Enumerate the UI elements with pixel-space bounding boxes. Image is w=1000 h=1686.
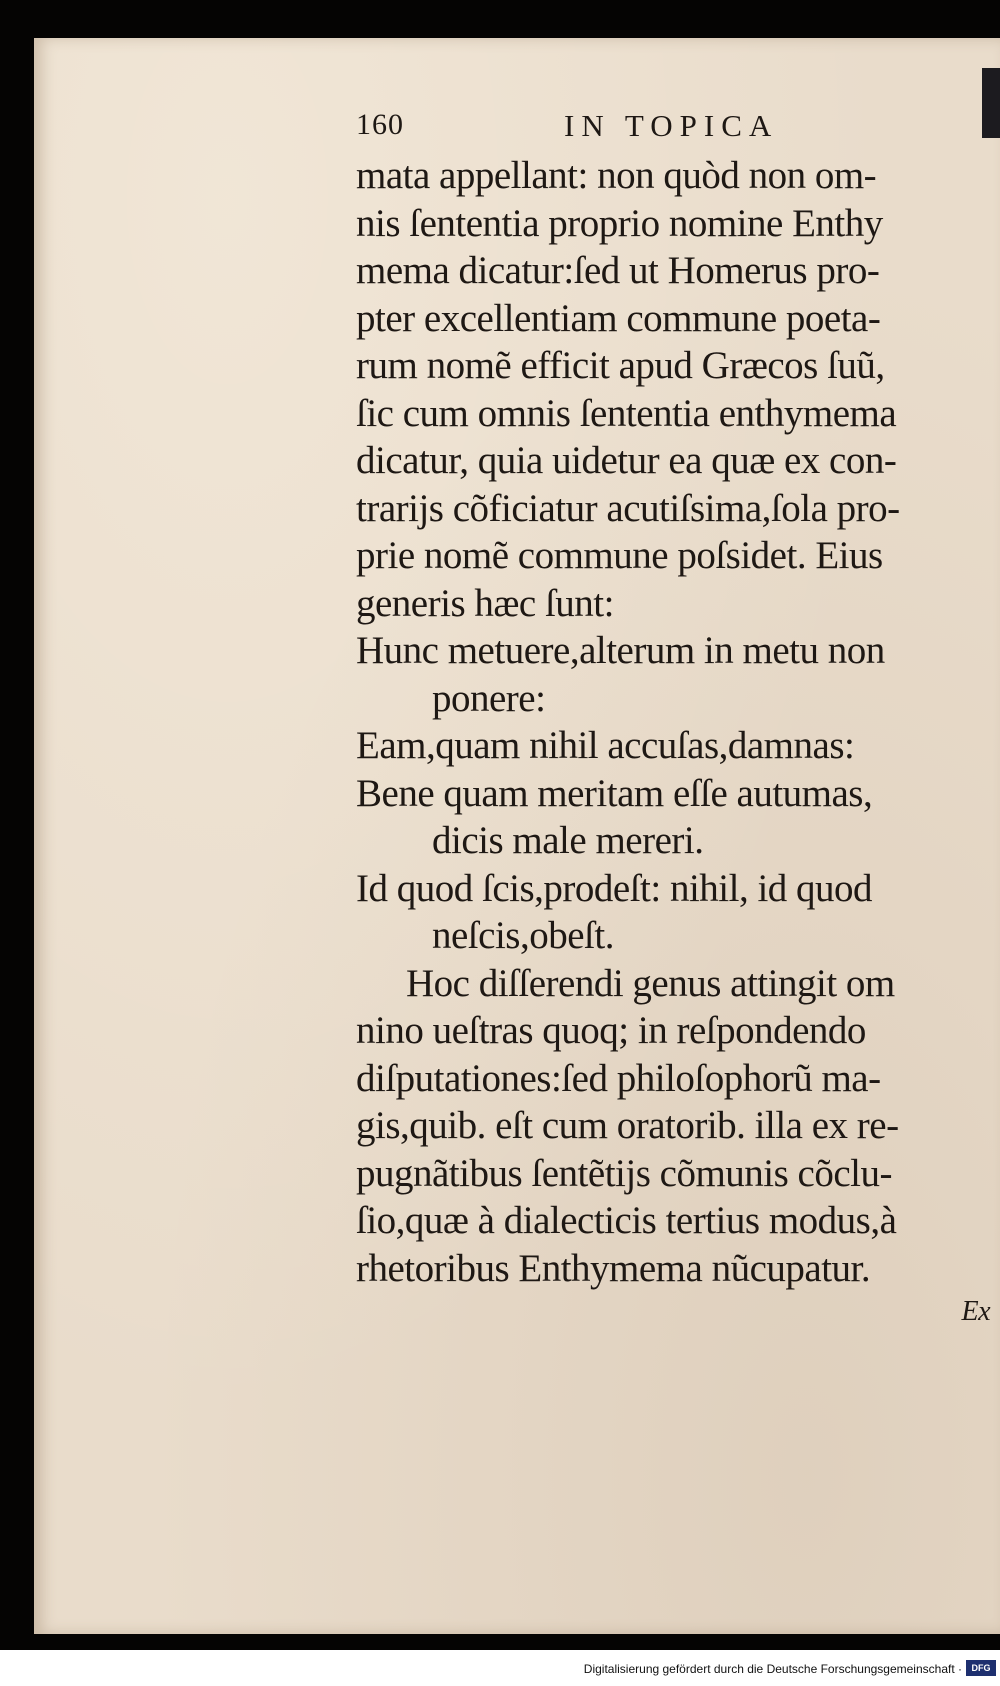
text-line: ſic cum omnis ſententia enthymema	[356, 391, 897, 435]
text-line: nis ſententia proprio nomine Enthy	[356, 201, 883, 245]
text-line: mata appellant: non quòd non om-	[356, 154, 877, 197]
verse-continuation: dicis male mereri.	[432, 819, 704, 862]
text-line: rhetoribus Enthymema nũcupatur.	[356, 1246, 871, 1290]
text-line: ſio,quæ à dialecticis tertius modus,à	[356, 1199, 897, 1242]
catchword: Ex	[961, 1296, 990, 1327]
text-block	[324, 108, 994, 1332]
text-line: nino ueſtras quoq; in reſpondendo	[356, 1009, 866, 1052]
running-title: IN TOPICA	[564, 108, 779, 143]
verse-continuation: ponere:	[432, 676, 546, 720]
page-header	[324, 108, 994, 148]
text-line: gis,quib. eſt cum oratorib. illa ex re-	[356, 1104, 899, 1147]
text-line: trarijs cõficiatur acutiſsima,ſola pro-	[356, 486, 900, 530]
text-line: dicatur, quia uidetur ea quæ ex con-	[356, 439, 897, 482]
text-line: diſputationes:ſed philoſophorũ ma-	[356, 1056, 881, 1100]
funding-credit: Digitalisierung gefördert durch die Deutsche Forschungsgemeinschaft ·	[583, 1662, 962, 1676]
verse-line: Bene quam meritam eſſe autumas,	[356, 771, 873, 815]
text-line: prie nomẽ commune poſsidet. Eius	[356, 534, 883, 577]
book-page	[34, 38, 1000, 1634]
text-line: mema dicatur:ſed ut Homerus pro-	[356, 249, 880, 292]
footer-bar	[0, 1652, 1000, 1686]
verse-line: Id quod ſcis,prodeſt: nihil, id quod	[356, 866, 873, 910]
verse-line: Eam,quam nihil accuſas,damnas:	[356, 724, 855, 767]
text-line: pugnãtibus ſentẽtijs cõmunis cõclu-	[356, 1151, 892, 1195]
text-line: generis hæc ſunt:	[356, 581, 614, 625]
verse-continuation: neſcis,obeſt.	[432, 914, 614, 957]
paragraph-start-line: Hoc diſſerendi genus attingit om	[406, 961, 895, 1005]
folio-number: 160	[356, 108, 404, 141]
verse-line: Hunc metuere,alterum in metu non	[356, 629, 885, 672]
text-line: rum nomẽ efficit apud Græcos ſuũ,	[356, 344, 885, 387]
text-line: pter excellentiam commune poeta-	[356, 296, 881, 340]
dfg-logo: DFG	[966, 1660, 996, 1676]
